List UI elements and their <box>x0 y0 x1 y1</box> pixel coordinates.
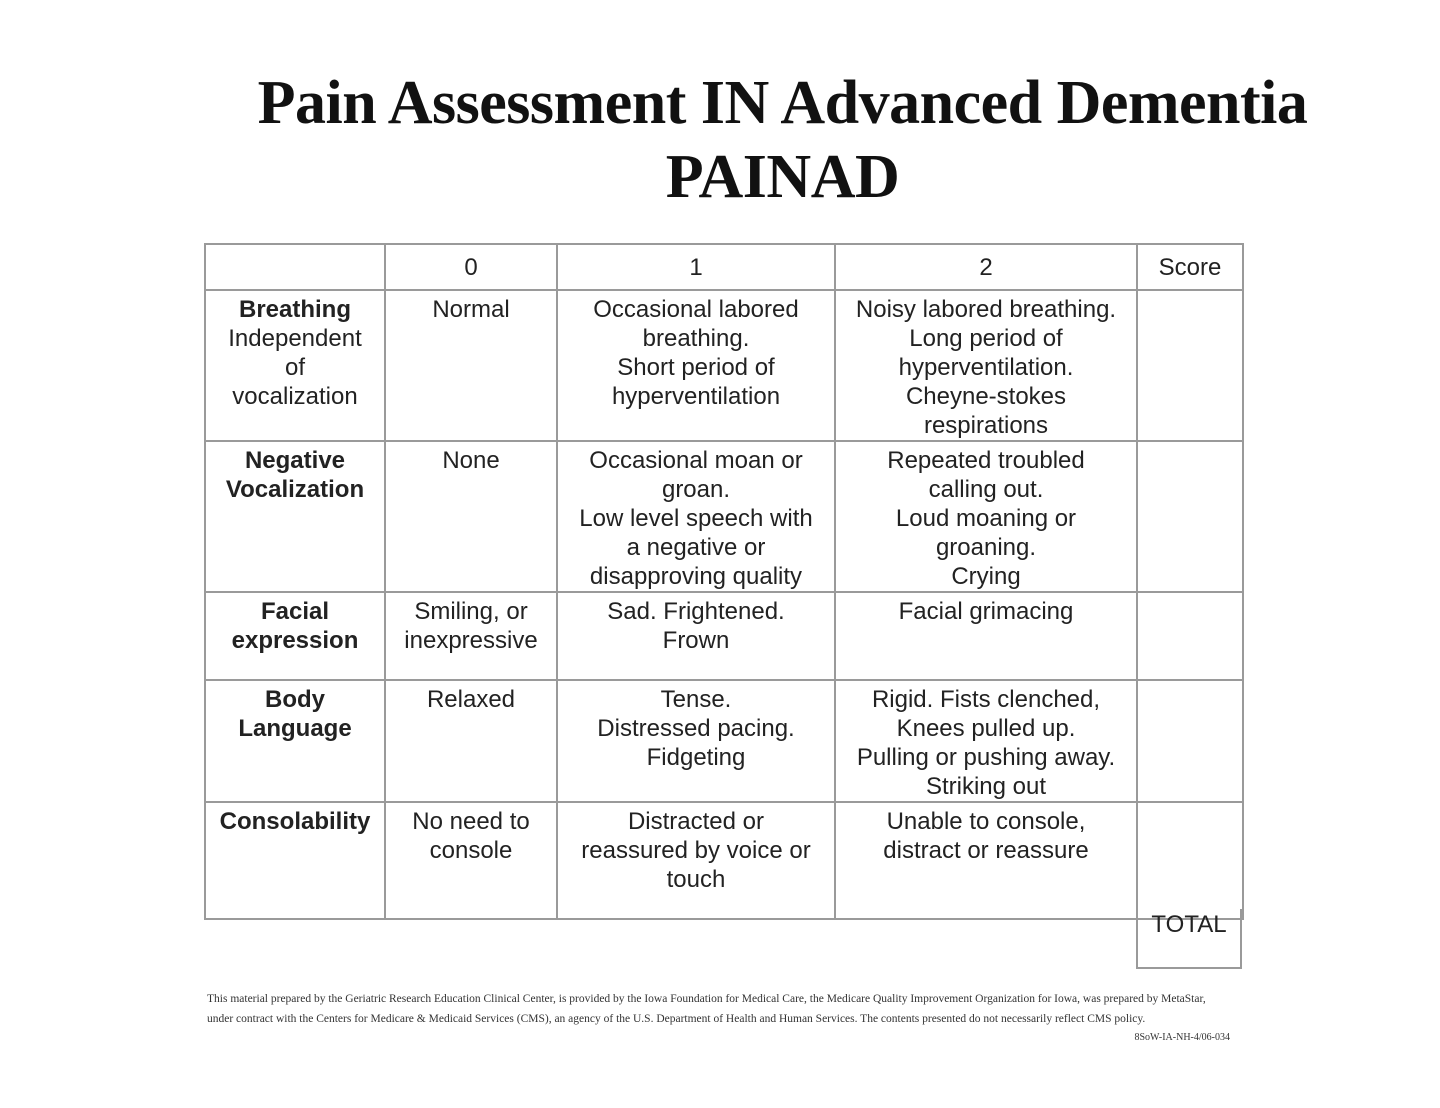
score-2-cell <box>835 290 1137 441</box>
cell-line: No need to <box>412 808 530 835</box>
cell-line: Distressed pacing. <box>597 715 795 742</box>
category-name: Facial expression <box>231 598 359 654</box>
cell-line: Noisy labored breathing. <box>855 296 1117 323</box>
cell-line: Smiling, or <box>414 598 528 625</box>
cell-line: breathing. <box>642 325 750 352</box>
score-2-cell <box>835 680 1137 802</box>
header-cell-score-2: 2 <box>835 244 1137 290</box>
cell-line: Pulling or pushing away. <box>856 744 1116 771</box>
document-title <box>0 66 1440 214</box>
category-cell <box>205 441 385 592</box>
score-1-cell <box>557 290 835 441</box>
table-row <box>205 802 1243 919</box>
cell-line: Fidgeting <box>646 744 746 771</box>
total-label: TOTAL <box>1151 911 1227 938</box>
cell-line: respirations <box>923 412 1049 439</box>
score-2-cell <box>835 802 1137 919</box>
cell-line: touch <box>666 866 726 893</box>
table-row <box>205 680 1243 802</box>
table-row <box>205 290 1243 441</box>
table-header-row <box>205 244 1243 290</box>
category-subtitle: vocalization <box>232 383 358 410</box>
header-cell-score-1: 1 <box>557 244 835 290</box>
score-input-cell[interactable] <box>1137 441 1243 592</box>
score-1-cell <box>557 592 835 680</box>
cell-line: Rigid. Fists clenched, <box>871 686 1101 713</box>
score-0-cell <box>385 592 557 680</box>
cell-line: groaning. <box>935 534 1037 561</box>
category-name: Breathing <box>238 296 351 323</box>
score-0-cell <box>385 802 557 919</box>
category-subtitle: Independent <box>228 325 362 352</box>
score-input-cell[interactable] <box>1137 592 1243 680</box>
cell-line: Short period of <box>617 354 775 381</box>
cell-line: distract or reassure <box>883 837 1089 864</box>
cell-line: Occasional labored <box>593 296 799 323</box>
cell-line: Low level speech with <box>579 505 813 532</box>
table-row <box>205 592 1243 680</box>
score-1-cell <box>557 441 835 592</box>
cell-line: Knees pulled up. <box>896 715 1076 742</box>
cell-line: Striking out <box>925 773 1047 800</box>
cell-line: Cheyne-stokes <box>905 383 1067 410</box>
category-cell <box>205 802 385 919</box>
cell-line: Normal <box>432 296 510 323</box>
cell-line: inexpressive <box>404 627 538 654</box>
cell-line: console <box>429 837 513 864</box>
cell-line: a negative or <box>626 534 766 561</box>
cell-line: Long period of <box>909 325 1063 352</box>
score-2-cell <box>835 592 1137 680</box>
category-name: Consolability <box>219 808 371 835</box>
painad-table <box>204 243 1244 920</box>
cell-line: calling out. <box>928 476 1044 503</box>
cell-line: Relaxed <box>426 686 516 713</box>
title-line-1: Pain Assessment IN Advanced Dementia <box>257 69 1308 137</box>
header-cell-score-0: 0 <box>385 244 557 290</box>
score-0-cell <box>385 441 557 592</box>
cell-line: Crying <box>951 563 1021 590</box>
title-line-2: PAINAD <box>665 143 900 211</box>
cell-line: Occasional moan or <box>589 447 803 474</box>
score-input-cell[interactable] <box>1137 802 1243 919</box>
category-cell <box>205 680 385 802</box>
cell-line: Sad. Frightened. <box>607 598 785 625</box>
cell-line: groan. <box>661 476 731 503</box>
cell-line: Unable to console, <box>886 808 1086 835</box>
table-row <box>205 441 1243 592</box>
cell-line: Tense. <box>660 686 732 713</box>
category-subtitle: of <box>284 354 305 381</box>
header-cell-score: Score <box>1137 244 1243 290</box>
cell-line: reassured by voice or <box>581 837 811 864</box>
cell-line: Distracted or <box>627 808 765 835</box>
category-cell <box>205 290 385 441</box>
cell-line: Facial grimacing <box>898 598 1074 625</box>
header-cell-category <box>205 244 385 290</box>
footer-disclaimer: This material prepared by the Geriatric Research Education Clinical Center, is provided by the Iowa Foundation for Medical Care, the Medicare Quality Improvement Organization for Iowa, was prepared by MetaStar, under contract with the Centers for Medicare & Medicaid Services (CMS), an agency of the U.S. Department of Health and Human Services. The contents presented do not necessarily reflect CMS policy. <box>207 993 1206 1025</box>
cell-line: hyperventilation <box>611 383 781 410</box>
score-input-cell[interactable] <box>1137 680 1243 802</box>
score-input-cell[interactable] <box>1137 290 1243 441</box>
score-1-cell <box>557 802 835 919</box>
total-score-box[interactable] <box>1136 909 1242 969</box>
score-1-cell <box>557 680 835 802</box>
cell-line: None <box>442 447 500 474</box>
score-0-cell <box>385 290 557 441</box>
category-name: Negative Vocalization <box>225 447 365 503</box>
score-2-cell <box>835 441 1137 592</box>
category-cell <box>205 592 385 680</box>
cell-line: hyperventilation. <box>898 354 1074 381</box>
cell-line: Repeated troubled <box>887 447 1085 474</box>
category-name: Body Language <box>238 686 352 742</box>
cell-line: Frown <box>662 627 730 654</box>
footer-document-code: 8SoW-IA-NH-4/06-034 <box>1134 1032 1230 1043</box>
cell-line: Loud moaning or <box>895 505 1077 532</box>
score-0-cell <box>385 680 557 802</box>
cell-line: disapproving quality <box>589 563 803 590</box>
